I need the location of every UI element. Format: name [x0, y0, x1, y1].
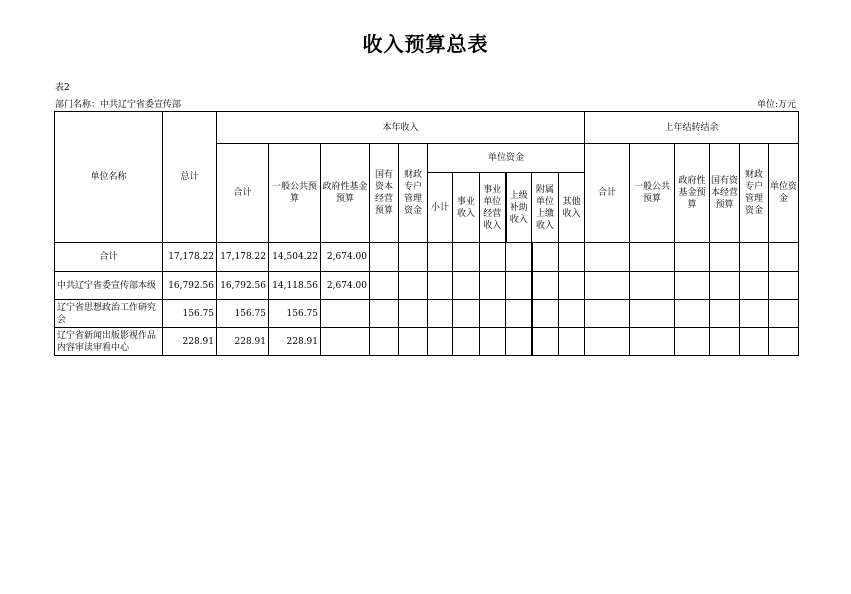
empty-cell — [453, 243, 480, 272]
row-cy-total: 16,792.56 — [217, 272, 269, 300]
unit-label: 单位:万元 — [756, 100, 796, 110]
empty-cell — [630, 300, 675, 328]
income-budget-table — [54, 111, 799, 356]
row-cy-total: 17,178.22 — [217, 243, 269, 272]
row-fund-budget: 2,674.00 — [321, 272, 370, 300]
row-cy-total: 228.91 — [217, 328, 269, 356]
header-uf-affiliated-remittance: 附属单位上缴收入 — [532, 173, 559, 243]
row-unit-name: 辽宁省思想政治工作研究会 — [55, 300, 163, 328]
empty-cell — [428, 243, 453, 272]
row-unit-name: 中共辽宁省委宣传部本级 — [55, 272, 163, 300]
empty-cell — [740, 328, 769, 356]
row-unit-name: 辽宁省新闻出版影视作品内容审读审看中心 — [55, 328, 163, 356]
department-name: 部门名称：中共辽宁省委宣传部 — [55, 100, 182, 110]
empty-cell — [453, 328, 480, 356]
row-unit-name: 合计 — [55, 243, 163, 272]
row-total: 228.91 — [163, 328, 217, 356]
empty-cell — [740, 300, 769, 328]
table-row — [55, 272, 799, 300]
empty-cell — [769, 300, 799, 328]
empty-cell — [399, 272, 428, 300]
empty-cell — [480, 272, 506, 300]
header-unit-funds: 单位资金 — [428, 144, 585, 173]
row-cy-total: 156.75 — [217, 300, 269, 328]
row-general-budget: 14,504.22 — [269, 243, 321, 272]
empty-cell — [532, 300, 559, 328]
header-py-unit-funds: 单位资金 — [769, 144, 799, 243]
table-row — [55, 300, 799, 328]
empty-cell — [399, 328, 428, 356]
empty-cell — [453, 300, 480, 328]
empty-cell — [630, 272, 675, 300]
header-uf-business-income: 事业收入 — [453, 173, 480, 243]
header-cy-state-capital: 国有资本经营预算 — [370, 144, 399, 243]
empty-cell — [428, 272, 453, 300]
header-cy-total: 合计 — [217, 144, 269, 243]
empty-cell — [675, 272, 710, 300]
empty-cell — [370, 300, 399, 328]
empty-cell — [710, 272, 740, 300]
empty-cell — [559, 243, 585, 272]
header-py-total: 合计 — [585, 144, 630, 243]
empty-cell — [559, 272, 585, 300]
row-general-budget: 156.75 — [269, 300, 321, 328]
row-fund-budget — [321, 300, 370, 328]
header-cy-special-account: 财政专户管理资金 — [399, 144, 428, 243]
empty-cell — [630, 328, 675, 356]
empty-cell — [769, 272, 799, 300]
header-uf-superior-subsidy: 上级补助收入 — [506, 173, 532, 243]
header-uf-other-income: 其他收入 — [559, 173, 585, 243]
empty-cell — [532, 272, 559, 300]
empty-cell — [480, 300, 506, 328]
empty-cell — [740, 272, 769, 300]
empty-cell — [532, 243, 559, 272]
empty-cell — [506, 272, 532, 300]
empty-cell — [630, 243, 675, 272]
empty-cell — [585, 272, 630, 300]
empty-cell — [585, 328, 630, 356]
empty-cell — [480, 328, 506, 356]
empty-cell — [585, 300, 630, 328]
empty-cell — [506, 328, 532, 356]
row-fund-budget: 2,674.00 — [321, 243, 370, 272]
header-total: 总计 — [163, 112, 217, 243]
empty-cell — [370, 328, 399, 356]
header-prior-year-carryover: 上年结转结余 — [585, 112, 799, 144]
empty-cell — [710, 328, 740, 356]
empty-cell — [370, 272, 399, 300]
empty-cell — [769, 243, 799, 272]
header-py-state-capital: 国有资本经营预算 — [710, 144, 740, 243]
empty-cell — [428, 328, 453, 356]
empty-cell — [399, 243, 428, 272]
empty-cell — [675, 328, 710, 356]
table-row — [55, 243, 799, 272]
empty-cell — [710, 300, 740, 328]
page-title: 收入预算总表 — [362, 32, 489, 56]
row-total: 16,792.56 — [163, 272, 217, 300]
header-unit-name: 单位名称 — [55, 112, 163, 243]
row-total: 17,178.22 — [163, 243, 217, 272]
empty-cell — [585, 243, 630, 272]
row-general-budget: 14,118.56 — [269, 272, 321, 300]
header-py-special-account: 财政专户管理资金 — [740, 144, 769, 243]
empty-cell — [428, 300, 453, 328]
row-general-budget: 228.91 — [269, 328, 321, 356]
empty-cell — [675, 243, 710, 272]
header-py-general-budget: 一般公共预算 — [630, 144, 675, 243]
table-number: 表2 — [55, 83, 70, 93]
header-current-year-income: 本年收入 — [217, 112, 585, 144]
empty-cell — [480, 243, 506, 272]
empty-cell — [675, 300, 710, 328]
empty-cell — [370, 243, 399, 272]
empty-cell — [559, 328, 585, 356]
empty-cell — [506, 243, 532, 272]
empty-cell — [506, 300, 532, 328]
empty-cell — [399, 300, 428, 328]
empty-cell — [453, 272, 480, 300]
header-cy-fund-budget: 政府性基金预算 — [321, 144, 370, 243]
empty-cell — [769, 328, 799, 356]
header-py-fund-budget: 政府性基金预算 — [675, 144, 710, 243]
header-uf-operating-income: 事业单位经营收入 — [480, 173, 506, 243]
row-fund-budget — [321, 328, 370, 356]
header-uf-subtotal: 小计 — [428, 173, 453, 243]
empty-cell — [710, 243, 740, 272]
table-row — [55, 328, 799, 356]
empty-cell — [559, 300, 585, 328]
header-cy-general-budget: 一般公共预算 — [269, 144, 321, 243]
empty-cell — [740, 243, 769, 272]
empty-cell — [532, 328, 559, 356]
row-total: 156.75 — [163, 300, 217, 328]
